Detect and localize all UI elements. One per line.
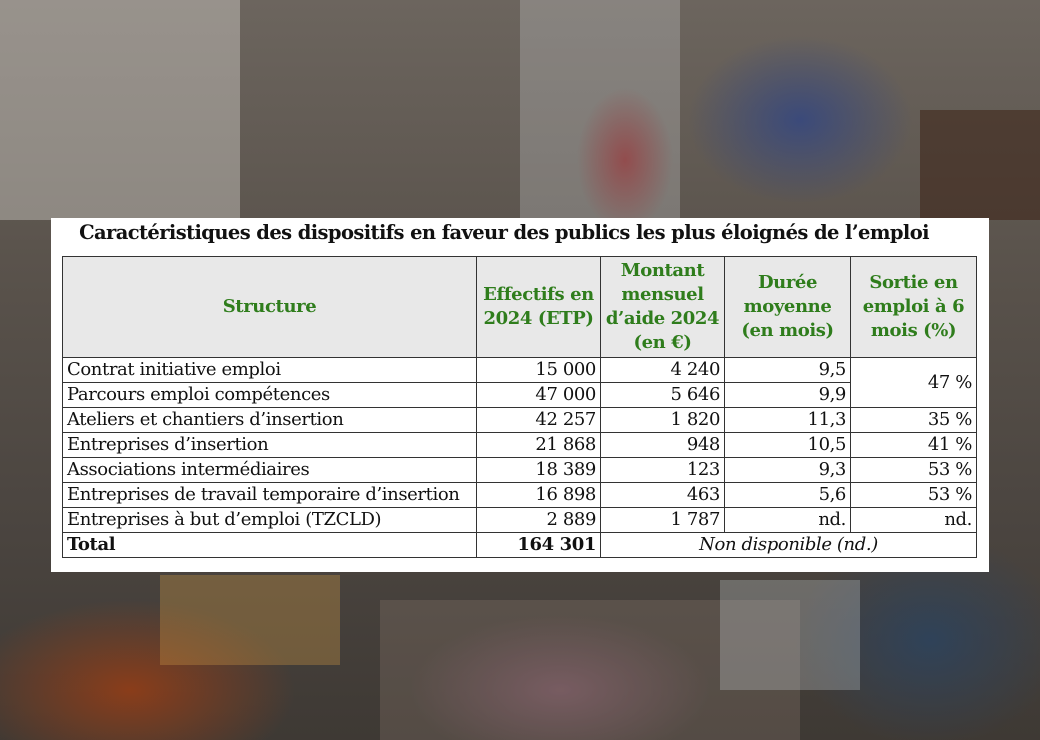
cell-duree: 11,3	[725, 408, 851, 433]
cell-sortie: nd.	[851, 508, 977, 533]
cell-montant: 5 646	[601, 383, 725, 408]
table-card	[51, 218, 989, 572]
cell-montant: 123	[601, 458, 725, 483]
table-row	[63, 483, 977, 508]
cell-montant: 1 787	[601, 508, 725, 533]
cell-effectifs: 18 389	[477, 458, 601, 483]
cell-montant: 1 820	[601, 408, 725, 433]
table-row	[63, 508, 977, 533]
background-door	[520, 0, 680, 218]
cell-duree: 9,3	[725, 458, 851, 483]
total-note: Non disponible (nd.)	[601, 533, 977, 558]
header-duree: Durée moyenne (en mois)	[725, 257, 851, 358]
table-row	[63, 433, 977, 458]
header-sortie: Sortie en emploi à 6 mois (%)	[851, 257, 977, 358]
table-row	[63, 358, 977, 383]
background-wooden-shelf	[920, 110, 1040, 220]
table-title: Caractéristiques des dispositifs en faveur des publics les plus éloignés de l’emploi	[79, 221, 929, 244]
cell-structure: Entreprises d’insertion	[63, 433, 477, 458]
cell-sortie: 53 %	[851, 483, 977, 508]
cell-sortie: 35 %	[851, 408, 977, 433]
cell-duree: nd.	[725, 508, 851, 533]
cell-duree: 5,6	[725, 483, 851, 508]
cell-montant: 948	[601, 433, 725, 458]
total-effectifs: 164 301	[477, 533, 601, 558]
cell-effectifs: 21 868	[477, 433, 601, 458]
cell-structure: Associations intermédiaires	[63, 458, 477, 483]
table-row	[63, 408, 977, 433]
cell-duree: 9,9	[725, 383, 851, 408]
cell-structure: Parcours emploi compétences	[63, 383, 477, 408]
cell-sortie: 41 %	[851, 433, 977, 458]
cell-sortie-merged: 47 %	[851, 358, 977, 408]
table-row	[63, 458, 977, 483]
cell-effectifs: 2 889	[477, 508, 601, 533]
header-effectifs: Effectifs en 2024 (ETP)	[477, 257, 601, 358]
background-board	[160, 575, 340, 665]
total-row	[63, 533, 977, 558]
header-structure: Structure	[63, 257, 477, 358]
cell-montant: 4 240	[601, 358, 725, 383]
header-row	[63, 257, 977, 358]
cell-structure: Contrat initiative emploi	[63, 358, 477, 383]
cell-structure: Entreprises de travail temporaire d’insertion	[63, 483, 477, 508]
cell-effectifs: 16 898	[477, 483, 601, 508]
table-row	[63, 383, 977, 408]
header-montant: Montant mensuel d’aide 2024 (en €)	[601, 257, 725, 358]
background-shelving	[0, 0, 240, 220]
cell-effectifs: 15 000	[477, 358, 601, 383]
cell-effectifs: 42 257	[477, 408, 601, 433]
background-crate	[720, 580, 860, 690]
cell-duree: 9,5	[725, 358, 851, 383]
cell-sortie: 53 %	[851, 458, 977, 483]
cell-structure: Entreprises à but d’emploi (TZCLD)	[63, 508, 477, 533]
cell-effectifs: 47 000	[477, 383, 601, 408]
total-label: Total	[63, 533, 477, 558]
cell-structure: Ateliers et chantiers d’insertion	[63, 408, 477, 433]
cell-montant: 463	[601, 483, 725, 508]
data-table	[62, 256, 977, 558]
cell-duree: 10,5	[725, 433, 851, 458]
